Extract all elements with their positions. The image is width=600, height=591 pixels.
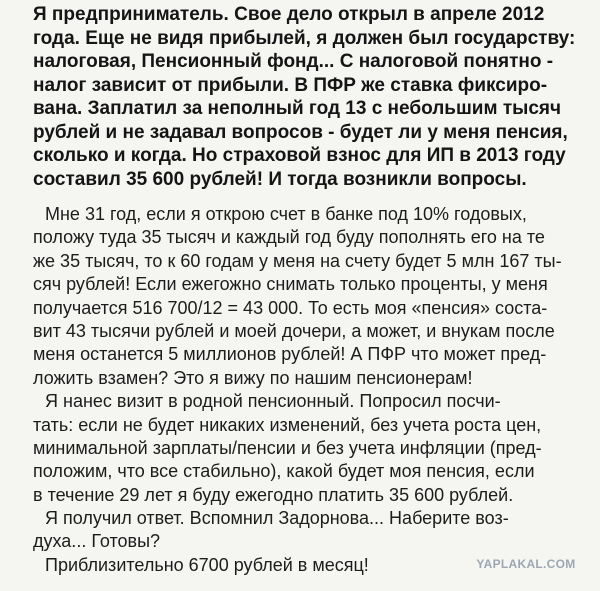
body-line: тать: если не будет никаких изменений, без учета роста цен, (33, 414, 542, 435)
body-line: сяч рублей! Если ежегожно снимать только проценты, у меня (33, 274, 548, 295)
body-line: Я получил ответ. Вспомнил Задорнова... Наберите воз- (45, 508, 509, 529)
body-line: в течение 29 лет я буду ежегодно платить 35 600 рублей. (33, 484, 514, 505)
body-line: Я нанес визит в родной пенсионный. Попросил посчи- (45, 391, 501, 412)
body-line: вит 43 тысячи рублей и моей дочери, а может, и внукам после (33, 320, 555, 341)
body-line: меня останется 5 миллионов рублей! А ПФР что может пред- (33, 344, 547, 365)
intro-line: налог зависит от прибыли. В ПФР же ставка фиксиро- (33, 74, 548, 96)
intro-line: составил 35 600 рублей! И тогда возникли вопросы. (33, 168, 527, 190)
body-line: же 35 тысяч, то к 60 годам у меня на счету будет 5 млн 167 ты- (33, 250, 562, 271)
body-line: Приблизительно 6700 рублей в месяц! (45, 554, 369, 575)
intro-line: Я предприниматель. Свое дело открыл в апреле 2012 (33, 4, 545, 25)
site-watermark: YAPLAKAL.COM (476, 557, 576, 571)
body-line: получается 516 700/12 = 43 000. То есть моя «пенсия» соста- (33, 297, 548, 318)
body-line: минимальной зарплаты/пенсии и без учета инфляции (пред- (33, 437, 542, 458)
body-line: положу туда 35 тысяч и каждый год буду пополнять его на те (33, 227, 545, 248)
body-line: духа... Готовы? (33, 531, 161, 552)
intro-line: года. Еще не видя прибылей, я должен был государству: (33, 27, 576, 49)
intro-line: сколько и когда. Но страховой взнос для ИП в 2013 году (33, 145, 566, 166)
intro-line: вана. Заплатил за неполный год 13 с небольшим тысяч (33, 98, 562, 119)
body-line: положим, что все стабильно), какой будет моя пенсия, если (33, 461, 535, 482)
article-body (33, 203, 593, 577)
intro-line: рублей и не задавал вопросов - будет ли у меня пенсия, (33, 121, 568, 143)
body-line: Мне 31 год, если я открою счет в банке под 10% годовых, (45, 204, 527, 224)
body-line: ложить взамен? Это я вижу по нашим пенсионерам! (33, 367, 473, 388)
intro-paragraph (33, 3, 593, 191)
intro-line: налоговая, Пенсионный фонд... С налоговой понятно - (33, 51, 554, 72)
